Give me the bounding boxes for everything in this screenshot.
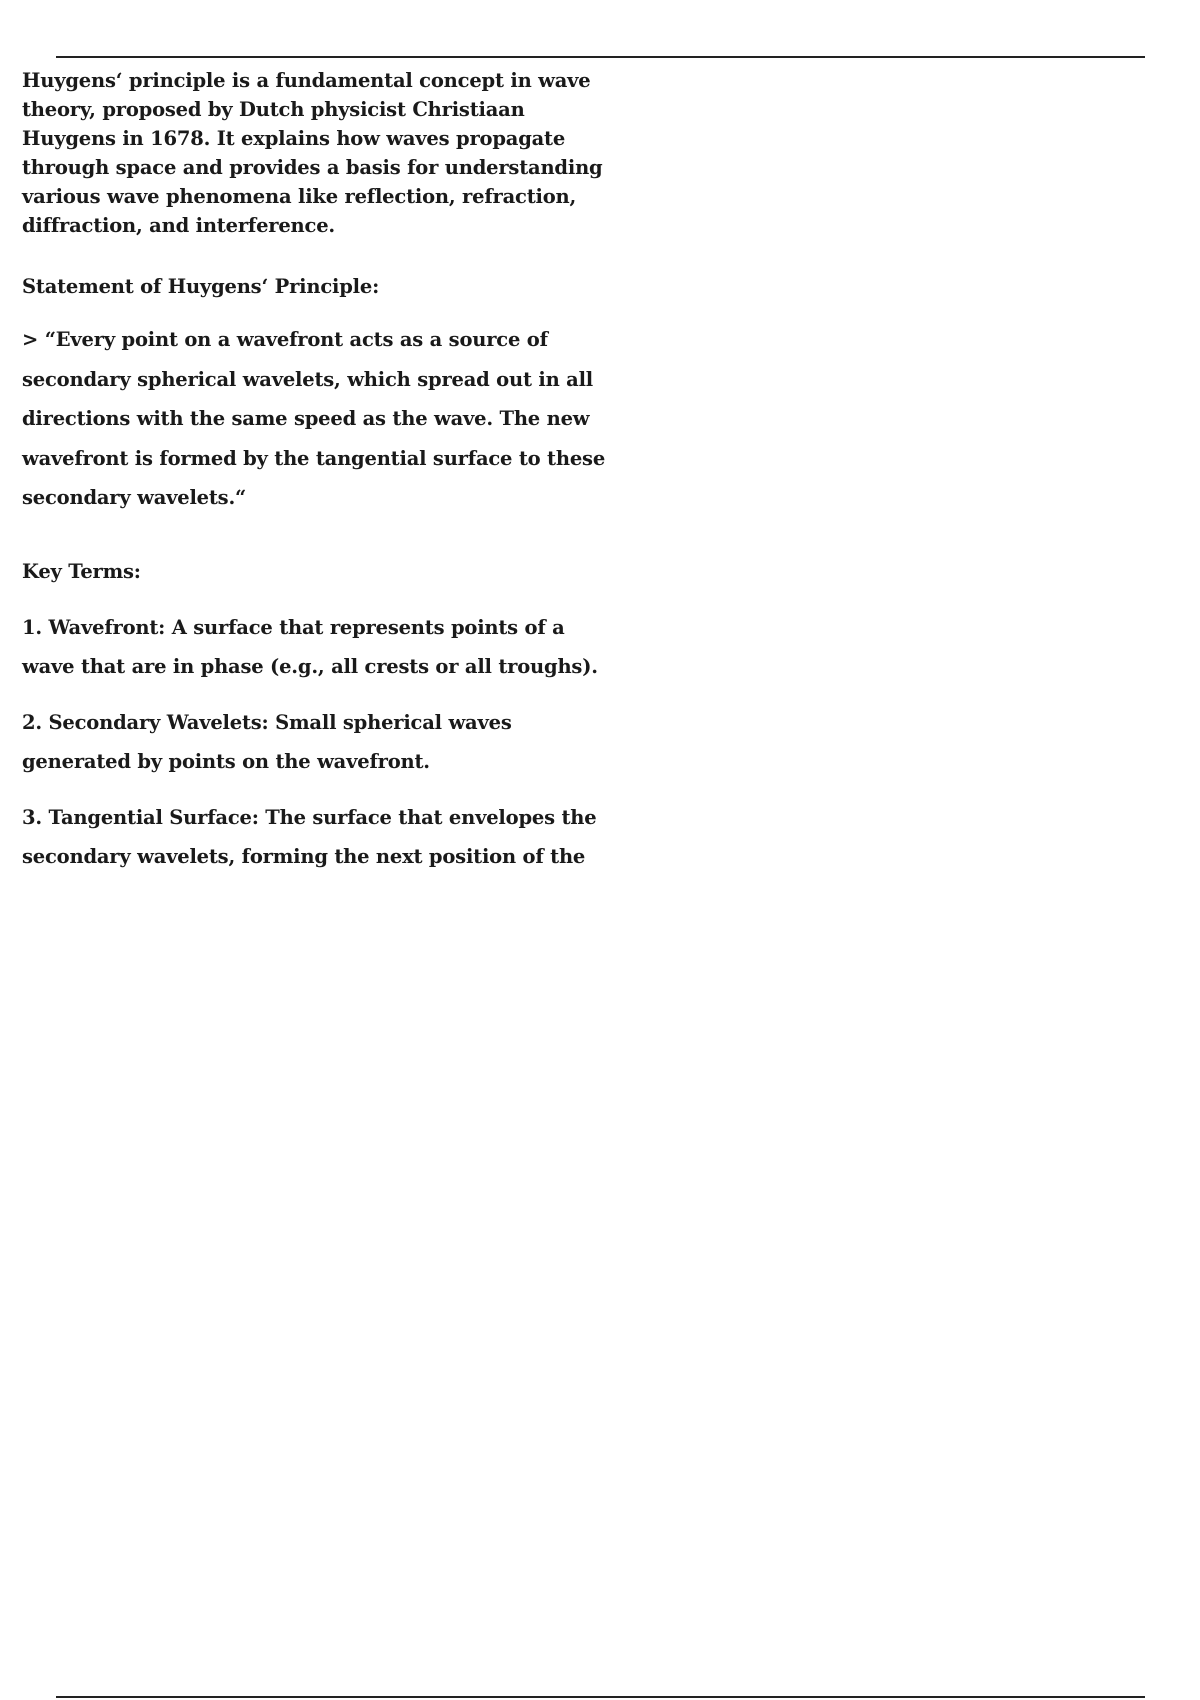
statement-quote: > “Every point on a wavefront acts as a source of secondary spherical wavelets, which spread out in all directions with the same speed as the wave. The new wavefront is formed by the tangential surface to these secondary wavelets.“: [22, 328, 606, 509]
key-term-wavefront: 1. Wavefront: A surface that represents points of a wave that are in phase (e.g., all crests or all troughs).: [22, 615, 598, 678]
bottom-rule: [56, 1696, 1145, 1698]
key-term-tangential-surface: 3. Tangential Surface: The surface that envelopes the secondary wavelets, forming the next position of the: [22, 805, 597, 868]
key-term-secondary-wavelets: 2. Secondary Wavelets: Small spherical waves generated by points on the wavefront.: [22, 710, 512, 773]
intro-paragraph: Huygens‘ principle is a fundamental concept in wave theory, proposed by Dutch physicist Christiaan Huygens in 1678. It explains how waves propagate through space and provides a basis for understanding various wave phenomena like reflection, refraction, diffraction, and interference.: [22, 69, 603, 237]
statement-heading: Statement of Huygens‘ Principle:: [22, 275, 380, 298]
top-rule: [56, 56, 1145, 58]
document-body: [22, 66, 622, 877]
key-terms-heading: Key Terms:: [22, 559, 141, 583]
